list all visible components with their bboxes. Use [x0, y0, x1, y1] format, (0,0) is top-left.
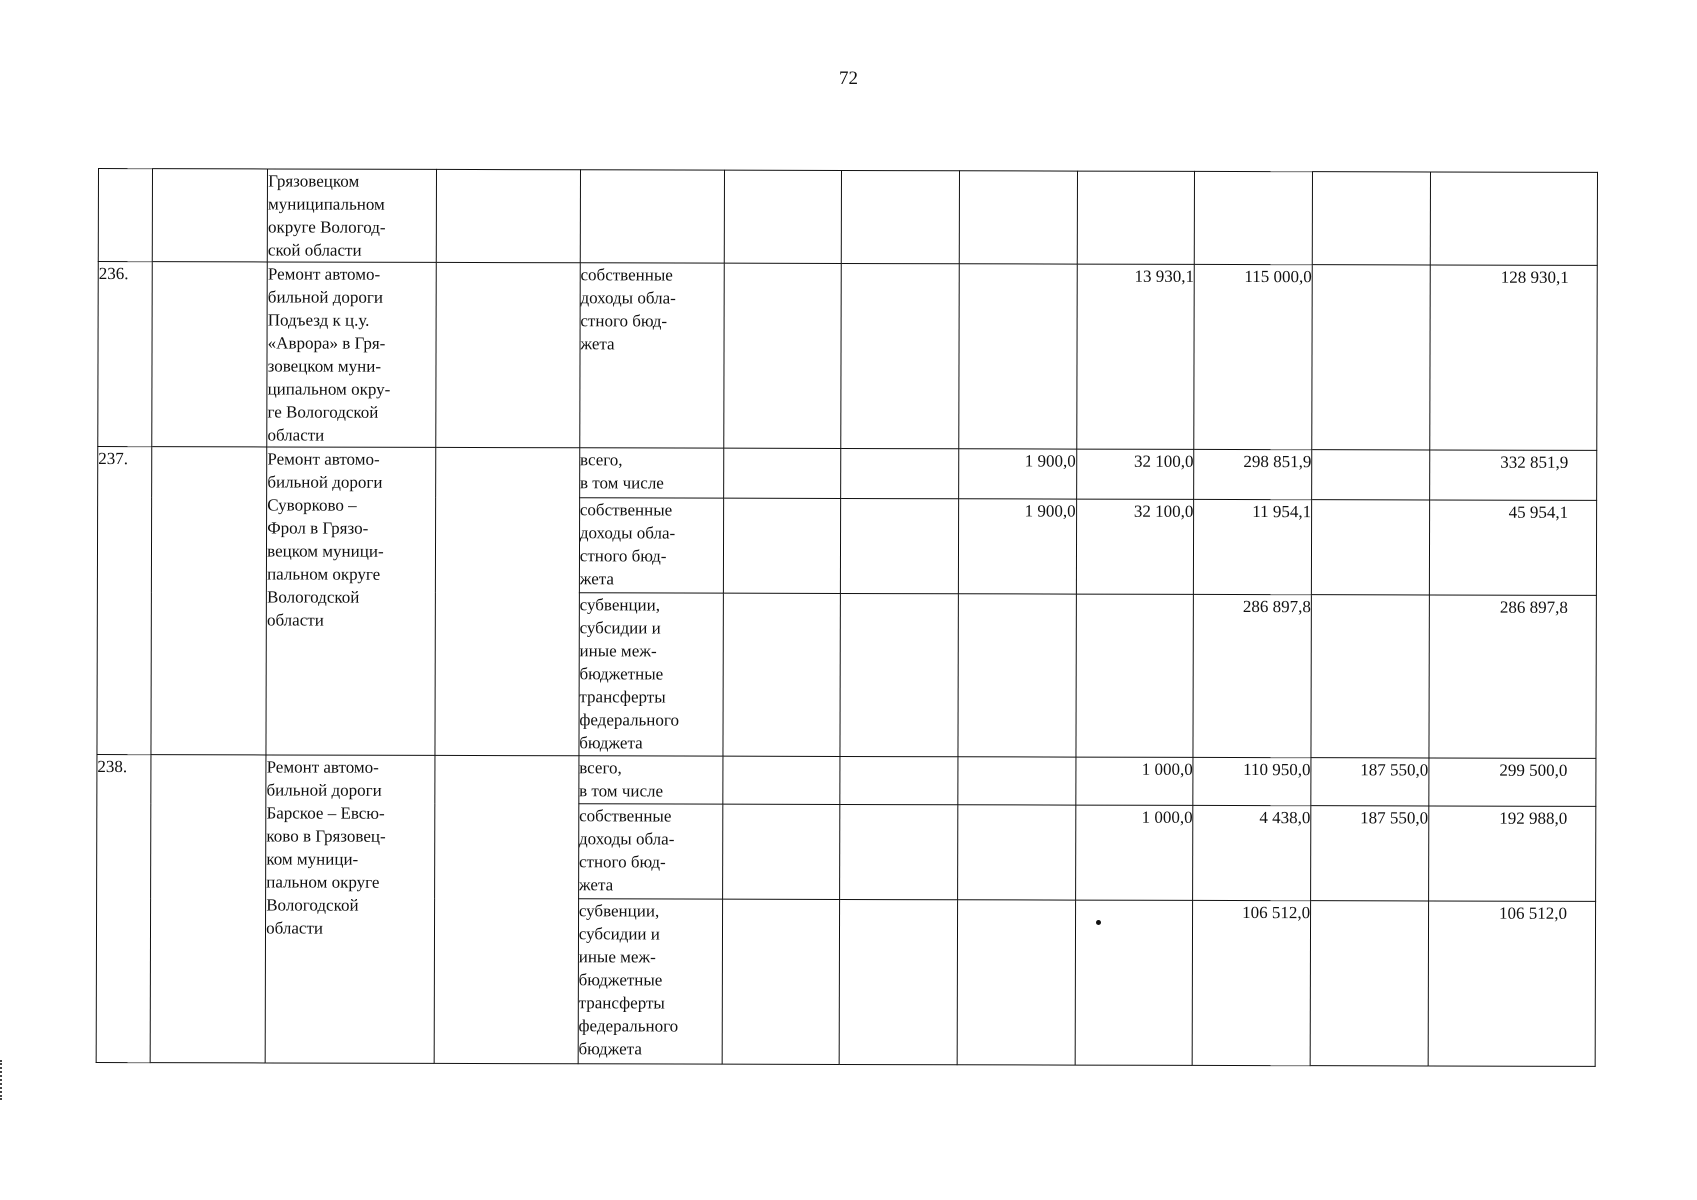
value-cell: 187 550,0: [1311, 806, 1429, 901]
value-cell: 1 900,0: [958, 449, 1076, 499]
funding-source: собственные доходы обла- стного бюд- жета: [580, 265, 676, 354]
value-cell: [959, 264, 1077, 449]
total-cell: 128 930,1: [1430, 265, 1598, 450]
object-name: Ремонт автомо- бильной дороги Суворково – Фрол в Грязо- вецком муници- пальном округе Вологодской области: [266, 449, 384, 630]
value-cell: [957, 900, 1075, 1065]
value-cell: [1076, 594, 1194, 757]
value-cell: 1 900,0: [958, 499, 1076, 594]
value-cell: 298 851,9: [1194, 449, 1312, 499]
scan-speck: [1096, 920, 1101, 925]
continuation-object-name: Грязовецком муниципальном округе Вологод- ской области: [267, 171, 386, 260]
value-cell: 4 438,0: [1193, 805, 1311, 900]
table-row: [98, 169, 1597, 266]
total-cell: 192 988,0: [1428, 806, 1595, 901]
table-row: [98, 262, 1597, 451]
value-cell: [958, 757, 1076, 805]
funding-source: всего, в том числе: [579, 758, 664, 801]
funding-source: субвенции, субсидии и иные меж- бюджетные трансферты федерального бюджета: [579, 595, 679, 753]
funding-source: собственные доходы обла- стного бюд- жета: [579, 500, 676, 589]
funding-source: всего, в том числе: [579, 450, 664, 493]
value-cell: [957, 805, 1075, 900]
value-cell: 32 100,0: [1076, 449, 1194, 499]
margin-marks: [0, 1060, 8, 1100]
value-cell: 1 000,0: [1075, 805, 1193, 900]
total-cell: 286 897,8: [1429, 595, 1597, 758]
table-row: [97, 754, 1596, 806]
total-cell: 45 954,1: [1429, 500, 1596, 595]
value-cell: [1311, 500, 1429, 595]
value-cell: [958, 594, 1076, 757]
value-cell: 13 930,1: [1076, 264, 1194, 449]
row-index: 236.: [98, 262, 152, 447]
value-cell: 11 954,1: [1194, 499, 1312, 594]
table-row: [98, 447, 1597, 501]
object-name: Ремонт автомо- бильной дороги Барское – Евсю- ково в Грязовец- ком муници- пальном округе Вологодской области: [266, 757, 386, 938]
funding-source: субвенции, субсидии и иные меж- бюджетные трансферты федерального бюджета: [578, 901, 679, 1059]
value-cell: [1312, 450, 1430, 500]
value-cell: 286 897,8: [1193, 594, 1311, 757]
value-cell: 1 000,0: [1075, 757, 1193, 805]
object-name: Ремонт автомо- бильной дороги Подъезд к ц.у. «Аврора» в Гря- зовецком муни- ципальном окру- ге Вологодской области: [267, 264, 391, 445]
value-cell: 110 950,0: [1193, 757, 1311, 805]
row-index: 238.: [96, 754, 150, 1062]
value-cell: [1075, 900, 1193, 1065]
funding-source: собственные доходы обла- стного бюд- жета: [578, 806, 675, 895]
total-cell: 332 851,9: [1429, 450, 1596, 500]
value-cell: 187 550,0: [1311, 758, 1429, 806]
value-cell: [1312, 265, 1430, 450]
value-cell: [1311, 595, 1429, 758]
value-cell: 32 100,0: [1076, 499, 1194, 594]
budget-table-sheet: [96, 168, 1598, 1087]
row-index: 237.: [97, 447, 151, 755]
total-cell: 299 500,0: [1429, 758, 1596, 806]
total-cell: 106 512,0: [1428, 901, 1596, 1066]
value-cell: [1310, 901, 1428, 1066]
value-cell: 115 000,0: [1194, 264, 1312, 449]
page-number: 72: [839, 68, 858, 89]
value-cell: 106 512,0: [1192, 900, 1310, 1065]
budget-table: [96, 168, 1598, 1067]
